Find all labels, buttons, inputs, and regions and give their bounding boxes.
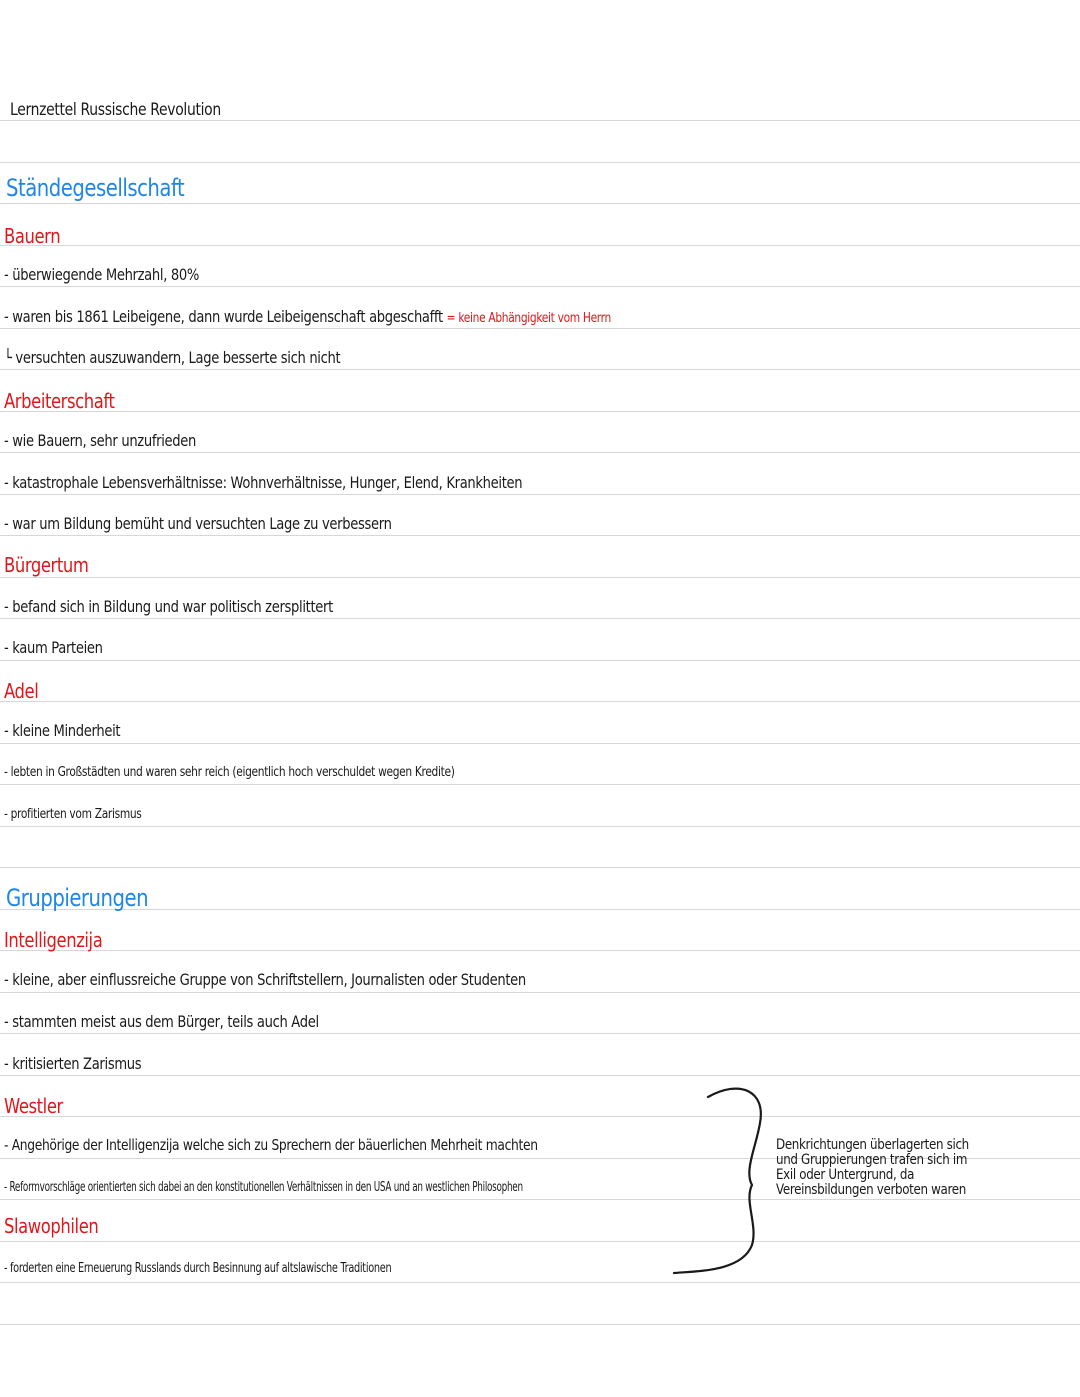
curly-brace-icon (670, 1085, 780, 1280)
section-heading-staendegesellschaft: Ständegesellschaft (6, 174, 185, 202)
group-heading-intelligenzija: Intelligenzija (4, 928, 103, 952)
group-heading-buergertum: Bürgertum (4, 553, 89, 577)
list-item: - kaum Parteien (4, 638, 103, 657)
list-item: - überwiegende Mehrzahl, 80% (4, 265, 200, 284)
list-item: - forderten eine Erneuerung Russlands durch Besinnung auf altslawische Traditionen (4, 1261, 392, 1276)
group-heading-adel: Adel (4, 679, 39, 703)
list-item: - lebten in Großstädten und waren sehr reich (eigentlich hoch verschuldet wegen Kredite) (4, 765, 455, 780)
list-item: └ versuchten auszuwandern, Lage besserte sich nicht (4, 348, 341, 367)
list-item: - Reformvorschläge orientierten sich dabei an den konstitutionellen Verhältnissen in den USA und an westlichen Philosophen (4, 1180, 523, 1195)
list-item: - kritisierten Zarismus (4, 1054, 142, 1073)
list-item: - profitierten vom Zarismus (4, 807, 142, 822)
list-item: - kleine Minderheit (4, 721, 121, 740)
page-title: Lernzettel Russische Revolution (10, 100, 221, 120)
list-item: - war um Bildung bemüht und versuchten Lage zu verbessern (4, 514, 392, 533)
side-note: Denkrichtungen überlagerten sich und Gruppierungen trafen sich im Exil oder Untergrund, da Vereinsbildungen verboten waren (776, 1137, 969, 1198)
list-item (4, 307, 611, 326)
group-heading-slawophilen: Slawophilen (4, 1214, 99, 1238)
list-item-text: - waren bis 1861 Leibeigene, dann wurde Leibeigenschaft abgeschafft (4, 307, 443, 326)
section-heading-gruppierungen: Gruppierungen (6, 884, 149, 912)
list-item: - katastrophale Lebensverhältnisse: Wohnverhältnisse, Hunger, Elend, Krankheiten (4, 473, 523, 492)
group-heading-westler: Westler (4, 1094, 63, 1118)
list-item: - befand sich in Bildung und war politisch zersplittert (4, 597, 333, 616)
list-item: - wie Bauern, sehr unzufrieden (4, 431, 197, 450)
group-heading-bauern: Bauern (4, 224, 61, 248)
list-item: - Angehörige der Intelligenzija welche sich zu Sprechern der bäuerlichen Mehrheit machten (4, 1136, 538, 1154)
red-annotation: = keine Abhängigkeit vom Herrn (446, 311, 611, 326)
group-heading-arbeiterschaft: Arbeiterschaft (4, 389, 115, 413)
list-item: - kleine, aber einflussreiche Gruppe von Schriftstellern, Journalisten oder Studenten (4, 970, 526, 989)
list-item: - stammten meist aus dem Bürger, teils auch Adel (4, 1012, 319, 1031)
